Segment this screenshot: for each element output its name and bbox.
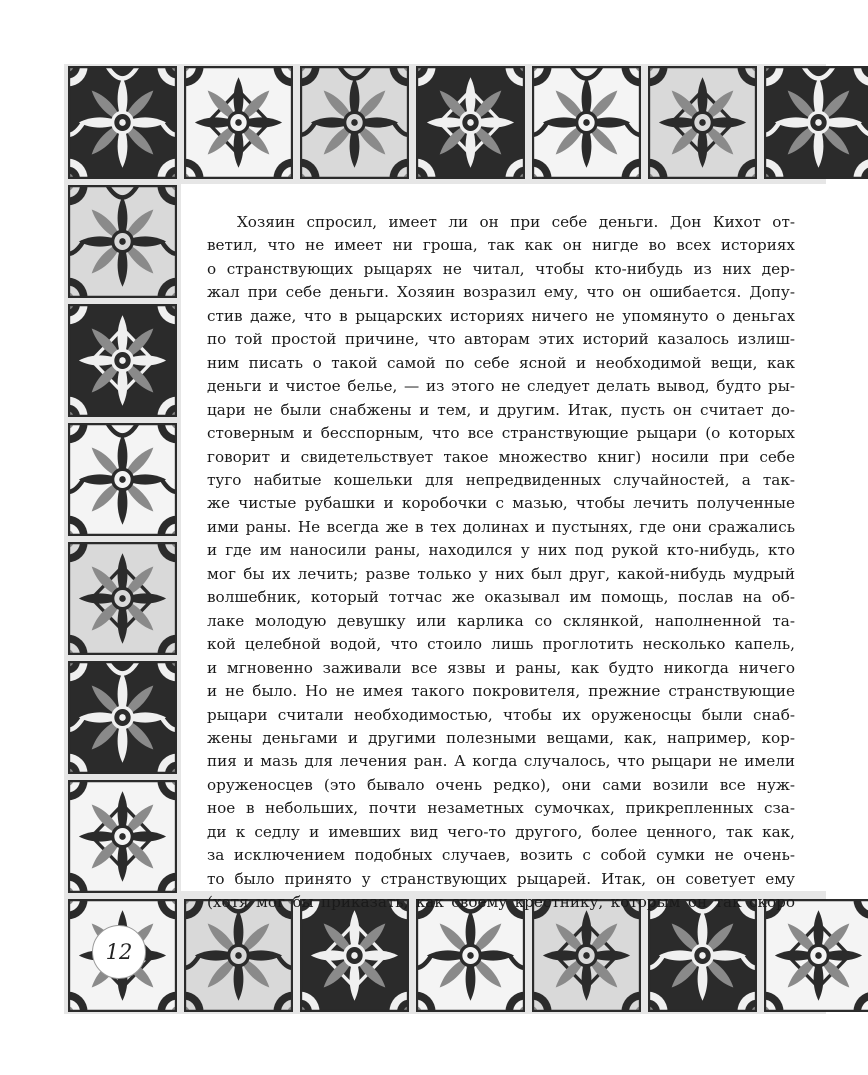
page-number: 12 — [105, 940, 133, 964]
text-line: жал при себе деньги. Хозяин возразил ему, что он ошибается. Допу- — [207, 283, 795, 302]
azulejo-tile-icon — [532, 66, 641, 179]
text-line: о странствующих рыцарях не читал, чтобы кто-нибудь из них дер- — [207, 259, 795, 278]
text-line: кой целебной водой, что стоило лишь проглотить несколько капель, — [207, 635, 795, 654]
azulejo-tile-icon — [532, 899, 641, 1012]
azulejo-tile-icon — [68, 780, 177, 893]
text-line: же чистые рубашки и коробочки с мазью, чтобы лечить полученные — [207, 494, 795, 513]
text-line: оруженосцев (это бывало очень редко), они сами возили все нуж- — [207, 775, 795, 794]
azulejo-tile-icon — [184, 899, 293, 1012]
azulejo-tile-icon — [68, 304, 177, 417]
azulejo-tile-icon — [764, 899, 868, 1012]
azulejo-tile-icon — [184, 66, 293, 179]
text-line: за исключением подобных случаев, возить с собой сумки не очень- — [207, 846, 795, 865]
text-line: и мгновенно заживали все язвы и раны, как будто никогда ничего — [207, 658, 795, 677]
azulejo-tile-icon — [68, 661, 177, 774]
azulejo-tile-icon — [416, 66, 525, 179]
text-line: туго набитые кошельки для непредвиденных случайностей, а так- — [207, 470, 795, 489]
text-line: волшебник, который тотчас же оказывал им помощь, послав на об- — [207, 588, 795, 607]
text-line: ими раны. Не всегда же в тех долинах и пустынях, где они сражались — [207, 517, 795, 536]
text-line: ветил, что не имеет ни гроша, так как он нигде во всех историях — [207, 236, 795, 255]
text-line: ное в небольших, почти незаметных сумочках, прикрепленных сза- — [207, 799, 795, 818]
azulejo-tile-icon — [68, 66, 177, 179]
azulejo-tile-icon — [648, 899, 757, 1012]
azulejo-tile-icon — [300, 899, 409, 1012]
page-number-badge — [92, 925, 146, 979]
text-line: деньги и чистое белье, — из этого не следует делать вывод, будто ры- — [207, 377, 795, 396]
azulejo-tile-icon — [68, 542, 177, 655]
azulejo-tile-icon — [68, 185, 177, 298]
text-line: стоверным и бесспорным, что все странствующие рыцари (о которых — [207, 424, 795, 443]
text-line: цари не были снабжены и тем, и другим. Итак, пусть он считает до- — [207, 400, 795, 419]
text-line: лаке молодую девушку или карлика со склянкой, наполненной та- — [207, 611, 795, 630]
text-line: стив даже, что в рыцарских историях ничего не упомянуто о деньгах — [207, 306, 795, 325]
text-line: пия и мазь для лечения ран. А когда случалось, что рыцари не имели — [207, 752, 795, 771]
text-line: и не было. Но не имея такого покровителя, прежние странствующие — [207, 682, 795, 701]
text-line: говорит и свидетельствует такое множество книг) носили при себе — [207, 447, 795, 466]
text-line: то было принято у странствующих рыцарей. Итак, он советует ему — [207, 869, 795, 888]
body-paragraph — [207, 211, 795, 915]
text-line: ди к седлу и имевших вид чего-то другого, более ценного, так как, — [207, 822, 795, 841]
azulejo-tile-icon — [68, 423, 177, 536]
text-line: (хотя мог бы приказать, как своему крестнику, которым он так скоро — [207, 893, 795, 912]
text-line: Хозяин спросил, имеет ли он при себе деньги. Дон Кихот от- — [237, 213, 795, 231]
azulejo-tile-icon — [764, 66, 868, 179]
azulejo-tile-icon — [300, 66, 409, 179]
text-line: ним писать о такой самой по себе ясной и необходимой вещи, как — [207, 353, 795, 372]
text-line: рыцари считали необходимостью, чтобы их оруженосцы были снаб- — [207, 705, 795, 724]
text-panel — [181, 184, 826, 912]
text-line: и где им наносили раны, находился у них под рукой кто-нибудь, кто — [207, 541, 795, 560]
text-line: жены деньгами и другими полезными вещами, как, например, кор- — [207, 728, 795, 747]
azulejo-tile-icon — [416, 899, 525, 1012]
text-line: мог бы их лечить; разве только у них был друг, какой-нибудь мудрый — [207, 564, 795, 583]
text-line: по той простой причине, что авторам этих историй казалось излиш- — [207, 330, 795, 349]
azulejo-tile-icon — [648, 66, 757, 179]
